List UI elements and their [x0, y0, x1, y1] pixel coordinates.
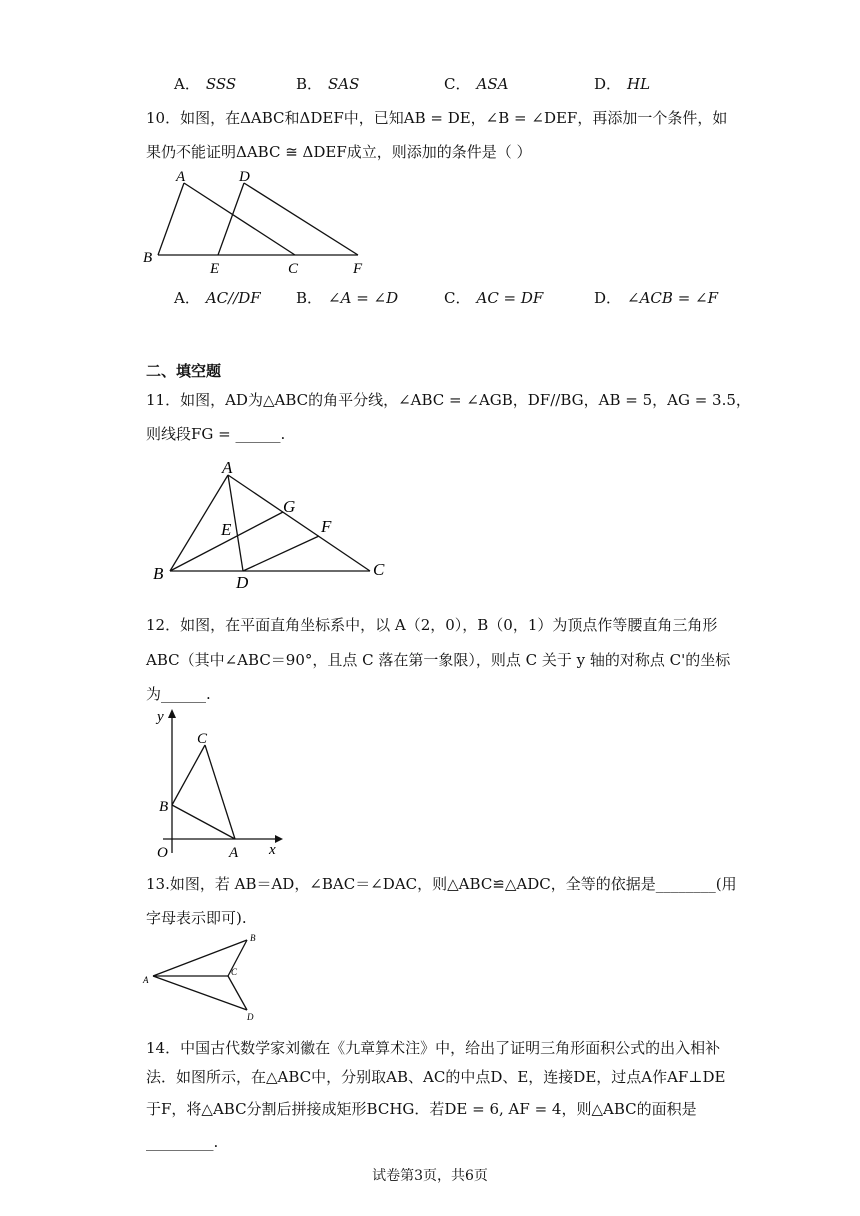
q13-text-line2: 字母表示即可). [146, 909, 247, 927]
q12-text-line2: ABC（其中∠ABC＝90°，且点 C 落在第一象限），则点 C 关于 y 轴的对称点 C'的坐标 [146, 651, 731, 669]
q9-option-c [444, 73, 508, 94]
q12-label-C: C [197, 731, 208, 747]
q13-segment-AD [153, 976, 247, 1010]
q12-text-line1: 12．如图，在平面直角坐标系中，以 A（2，0），B（0，1）为顶点作等腰直角三角形 [146, 616, 718, 634]
q14-text-line2: 法．如图所示，在△ABC中，分别取AB、AC的中点D、E，连接DE，过点A作AF⊥DE [146, 1068, 726, 1086]
q9-option-b [296, 73, 359, 94]
q10-option-c-label: C． [444, 289, 471, 307]
q10-option-b-value: ∠A = ∠D [328, 289, 399, 307]
q11-label-D: D [236, 573, 249, 592]
q10-option-d-label: D． [594, 289, 622, 307]
q10-option-c-value: AC = DF [476, 289, 544, 307]
section-heading-fill-in: 二、填空题 [146, 362, 222, 380]
q10-option-a-label: A． [174, 289, 200, 307]
q10-label-E: E [210, 261, 220, 277]
q11-segment-DF [243, 536, 319, 571]
q9-option-d-label: D． [594, 75, 622, 93]
q9-option-a [174, 73, 236, 94]
q10-text-line1: 10．如图，在ΔABC和ΔDEF中，已知AB = DE，∠B = ∠DEF，再添加一个条件，如 [146, 109, 728, 127]
q12-label-B: B [159, 799, 169, 815]
q12-x-axis-arrow [275, 835, 283, 843]
q10-label-B: B [143, 250, 153, 266]
q13-figure [140, 925, 270, 1025]
q13-text-line1: 13.如图，若 AB＝AD，∠BAC＝∠DAC，则△ABC≌△ADC，全等的依据是________(用 [146, 875, 737, 893]
q9-option-d [594, 73, 650, 94]
q13-label-C: C [231, 967, 238, 977]
q13-label-B: B [250, 933, 256, 943]
q10-text-line2: 果仍不能证明ΔABC ≅ ΔDEF成立，则添加的条件是（ ） [146, 143, 532, 161]
q10-option-d-value: ∠ACB = ∠F [627, 289, 719, 307]
page-footer: 试卷第3页，共6页 [372, 1168, 488, 1184]
q10-option-b [296, 287, 398, 308]
q12-figure [145, 703, 290, 863]
q14-text-line4: _________. [146, 1133, 219, 1151]
q10-option-a-value: AC//DF [205, 289, 261, 307]
q9-option-c-value: ASA [476, 75, 509, 93]
q12-segment-BC [172, 745, 205, 805]
q11-text-line2: 则线段FG = ______. [146, 425, 286, 443]
q10-option-b-label: B． [296, 289, 323, 307]
q14-text-line3: 于F，将△ABC分割后拼接成矩形BCHG．若DE = 6, AF = 4，则△ABC的面积是 [146, 1100, 697, 1118]
q13-label-D: D [247, 1012, 254, 1022]
q9-option-a-value: SSS [205, 75, 237, 93]
q11-figure [145, 455, 395, 590]
q11-text-line1: 11．如图，AD为△ABC的角平分线，∠ABC = ∠AGB，DF//BG，AB = 5，AG = 3.5， [146, 391, 751, 409]
q11-label-A: A [222, 458, 233, 477]
q9-option-a-label: A． [174, 75, 200, 93]
q10-option-d [594, 287, 718, 308]
q13-segment-CD [228, 976, 247, 1010]
q12-y-axis-arrow [168, 709, 176, 718]
q10-option-c [444, 287, 543, 308]
q10-figure [140, 165, 380, 277]
q10-option-a [174, 287, 261, 308]
q9-option-b-label: B． [296, 75, 323, 93]
q9-option-c-label: C． [444, 75, 471, 93]
q12-label-A: A [229, 845, 239, 861]
q11-label-G: G [283, 497, 296, 516]
q10-label-D: D [239, 169, 250, 185]
q10-label-C: C [288, 261, 299, 277]
q10-label-F: F [353, 261, 363, 277]
q12-text-line3: 为______. [146, 685, 211, 703]
q11-segment-AC [228, 475, 370, 571]
q12-label-x: x [269, 842, 276, 858]
q11-segment-AB [170, 475, 228, 571]
q10-segment-AB [158, 183, 184, 255]
q10-segment-DF [244, 183, 358, 255]
q9-option-d-value: HL [627, 75, 651, 93]
q11-label-E: E [221, 520, 232, 539]
q11-label-B: B [153, 564, 164, 583]
q12-label-y: y [157, 709, 164, 725]
q9-option-b-value: SAS [328, 75, 360, 93]
q13-label-A: A [143, 975, 149, 985]
q12-label-O: O [157, 845, 168, 861]
q10-label-A: A [176, 169, 186, 185]
q11-label-C: C [373, 560, 385, 579]
q14-text-line1: 14．中国古代数学家刘徽在《九章算术注》中，给出了证明三角形面积公式的出入相补 [146, 1039, 721, 1057]
q11-label-F: F [321, 517, 332, 536]
